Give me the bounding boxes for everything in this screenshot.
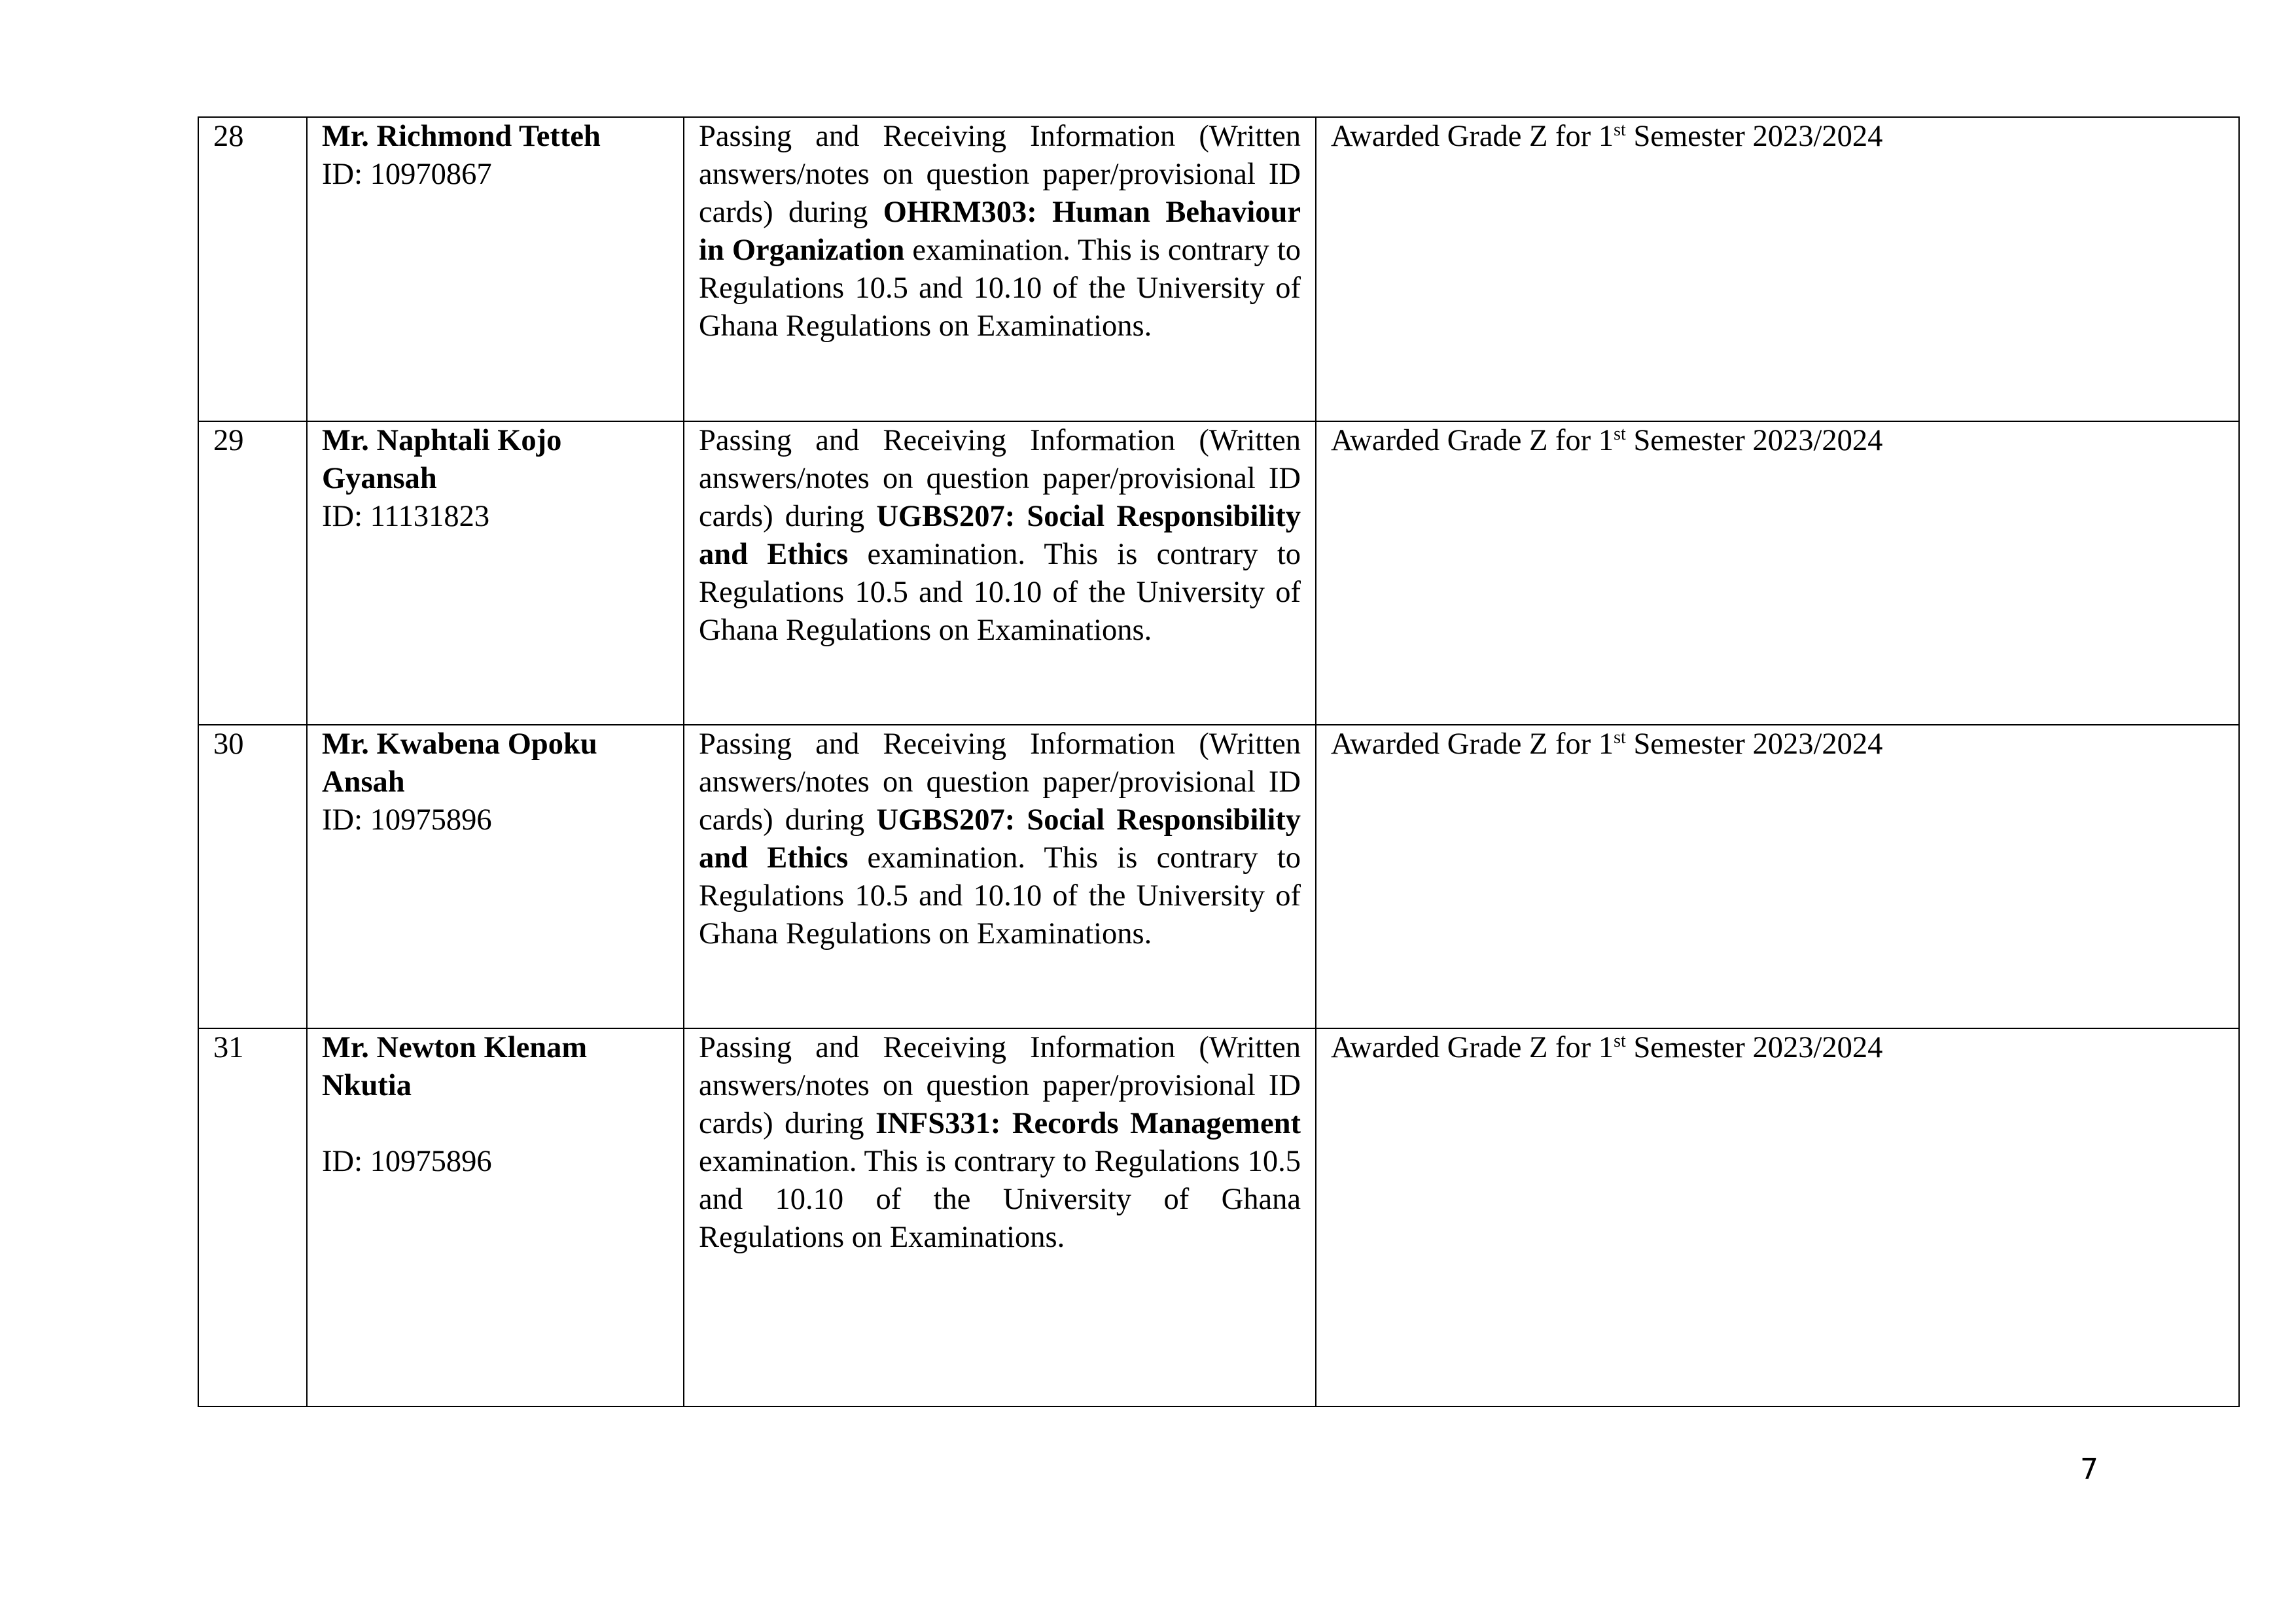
table-row xyxy=(198,1028,2239,1406)
penalty-ordinal: st xyxy=(1614,727,1626,748)
page-number: 7 xyxy=(2080,1453,2098,1486)
penalty-semester: Semester 2023/2024 xyxy=(1625,727,1883,761)
offence-description: Passing and Receiving Information (Written answers/notes on question paper/provisional ID cards) during xyxy=(699,120,1301,229)
offence-text xyxy=(699,1029,1301,1257)
penalty-semester: Semester 2023/2024 xyxy=(1625,1031,1883,1064)
offence-description: Passing and Receiving Information (Written answers/notes on question paper/provisional ID cards) during xyxy=(699,727,1301,837)
blank-line xyxy=(322,1105,669,1143)
student-id: ID: 10970867 xyxy=(322,158,492,191)
offence-cell xyxy=(684,1028,1316,1406)
row-number: 28 xyxy=(198,117,307,421)
penalty-ordinal: st xyxy=(1614,1031,1626,1051)
penalty-semester: Semester 2023/2024 xyxy=(1625,120,1883,153)
course-name: UGBS207: Social Responsibility and Ethics xyxy=(699,500,1301,571)
student-id: ID: 10975896 xyxy=(322,1145,492,1178)
penalty-text: Awarded Grade Z for 1 xyxy=(1331,1031,1614,1064)
student-name: Mr. Naphtali Kojo Gyansah xyxy=(322,424,562,495)
penalty-ordinal: st xyxy=(1614,120,1626,140)
penalty-cell xyxy=(1316,117,2239,421)
course-name: INFS331: Records Management xyxy=(875,1107,1301,1140)
penalty-cell xyxy=(1316,421,2239,725)
row-number: 29 xyxy=(198,421,307,725)
student-name: Mr. Kwabena Opoku Ansah xyxy=(322,727,597,799)
sanctions-table xyxy=(198,116,2240,1407)
offence-regulation: examination. This is contrary to Regulations 10.5 and 10.10 of the University of Ghana Regulations on Examinations. xyxy=(699,1145,1301,1254)
table-row xyxy=(198,117,2239,421)
student-cell xyxy=(307,117,684,421)
offence-text xyxy=(699,422,1301,650)
student-cell xyxy=(307,725,684,1028)
offence-cell xyxy=(684,421,1316,725)
row-number: 30 xyxy=(198,725,307,1028)
student-cell xyxy=(307,421,684,725)
course-name: UGBS207: Social Responsibility and Ethics xyxy=(699,803,1301,875)
student-id: ID: 10975896 xyxy=(322,803,492,837)
student-name: Mr. Richmond Tetteh xyxy=(322,120,601,153)
table-row xyxy=(198,725,2239,1028)
offence-regulation: examination. This is contrary to Regulations 10.5 and 10.10 of the University of Ghana Regulations on Examinations. xyxy=(699,538,1301,647)
penalty-semester: Semester 2023/2024 xyxy=(1625,424,1883,457)
offence-regulation: examination. This is contrary to Regulations 10.5 and 10.10 of the University of Ghana Regulations on Examinations. xyxy=(699,841,1301,951)
row-number: 31 xyxy=(198,1028,307,1406)
offence-text xyxy=(699,725,1301,953)
penalty-cell xyxy=(1316,725,2239,1028)
penalty-text: Awarded Grade Z for 1 xyxy=(1331,120,1614,153)
penalty-cell xyxy=(1316,1028,2239,1406)
offence-text xyxy=(699,118,1301,345)
offence-description: Passing and Receiving Information (Written answers/notes on question paper/provisional ID cards) during xyxy=(699,1031,1301,1140)
offence-regulation: examination. This is contrary to Regulations 10.5 and 10.10 of the University of Ghana Regulations on Examinations. xyxy=(699,234,1301,343)
penalty-ordinal: st xyxy=(1614,424,1626,444)
offence-cell xyxy=(684,725,1316,1028)
student-id: ID: 11131823 xyxy=(322,500,490,533)
offence-cell xyxy=(684,117,1316,421)
student-cell xyxy=(307,1028,684,1406)
offence-description: Passing and Receiving Information (Written answers/notes on question paper/provisional ID cards) during xyxy=(699,424,1301,533)
penalty-text: Awarded Grade Z for 1 xyxy=(1331,727,1614,761)
penalty-text: Awarded Grade Z for 1 xyxy=(1331,424,1614,457)
course-name: OHRM303: Human Behaviour in Organization xyxy=(699,196,1301,267)
student-name: Mr. Newton Klenam Nkutia xyxy=(322,1031,588,1102)
table-row xyxy=(198,421,2239,725)
